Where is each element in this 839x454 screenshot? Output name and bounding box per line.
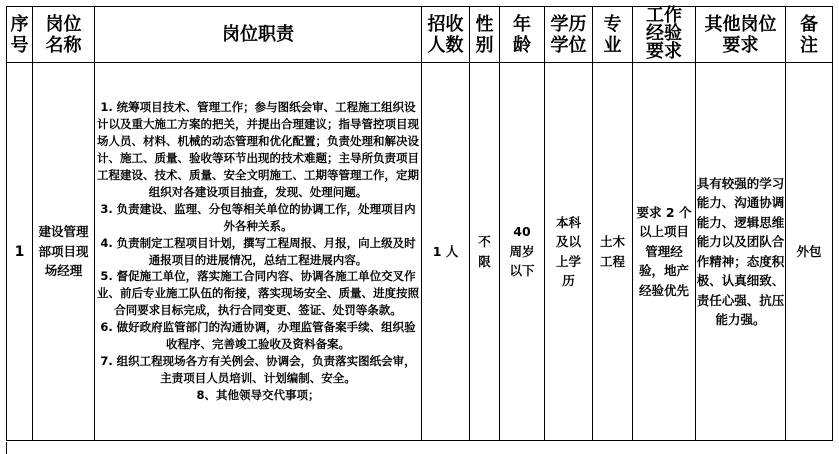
header-gender	[470, 7, 500, 63]
header-experience	[633, 7, 696, 63]
row-seq-text: 1	[14, 243, 25, 260]
row-position	[33, 63, 95, 441]
header-gender-text: 性别	[475, 13, 494, 56]
header-position-text: 岗位名称	[45, 13, 82, 56]
row-other-requirements	[696, 63, 786, 441]
row-gender	[470, 63, 500, 441]
header-remark	[786, 7, 833, 63]
job-requirements-table	[6, 6, 833, 441]
duty-item: 4. 负责制定工程项目计划，撰写工程周报、月报，向上级及时通报项目的进展情况，总结工程进展内容。	[100, 235, 416, 267]
duty-item: 5. 督促施工单位，落实施工合同内容、协调各施工单位交叉作业、前后专业施工队伍的衔接，落实现场安全、质量、进度按照合同要求目标完成，执行合同变更、签证、处罚等条款。	[97, 269, 419, 318]
header-other	[696, 7, 786, 63]
header-age	[500, 7, 545, 63]
header-other-text: 其他岗位要求	[704, 13, 777, 56]
row-experience	[633, 63, 696, 441]
duty-item: 8、其他领导交代事项；	[196, 387, 320, 402]
duty-item: 1. 统筹项目技术、管理工作；参与图纸会审、工程施工组织设计以及重大施工方案的把关，并提出合理建议；指导管控项目现场人员、材料、机械的动态管理和优化配置；负责处理和解决设计、施工、质量、验收等环节出现的技术难题；主导所负责项目工程建设、技术、质量、安全文明施工、工期等管理工作，定期组织对各建设项目抽查，发现、处理问题。	[97, 100, 419, 199]
row-experience-text: 要求 2 个以上项目管理经验，地产经验优先	[636, 204, 692, 298]
row-major	[593, 63, 633, 441]
header-seq	[7, 7, 33, 63]
header-count	[422, 7, 470, 63]
row-education-text: 本科及以上学历	[555, 214, 581, 288]
duty-item: 7. 组织工程现场各方有关例会、协调会，负责落实图纸会审，主责项目人员培训、计划编制、安全。	[100, 353, 416, 385]
header-remark-text: 备注	[800, 13, 818, 56]
row-count	[422, 63, 470, 441]
header-education-text: 学历学位	[550, 13, 587, 56]
header-row	[7, 7, 833, 63]
row-duties	[95, 63, 422, 441]
duty-item: 3. 负责建设、监理、分包等相关单位的协调工作，处理项目内外各种关系。	[100, 201, 416, 233]
row-seq	[7, 63, 33, 441]
row-remark	[786, 63, 833, 441]
row-age-text: 40 周岁以下	[509, 224, 535, 279]
header-duties-text: 岗位职责	[222, 24, 294, 45]
row-gender-text: 不限	[478, 234, 491, 269]
row-education	[545, 63, 593, 441]
next-row-edge	[6, 442, 833, 454]
row-other-text: 具有较强的学习能力、沟通协调能力、逻辑思维能力以及团队合作精神；态度积极、认真细致、责任心强、抗压能力强。	[696, 175, 785, 327]
header-seq-text: 序号	[10, 13, 29, 56]
table-row	[7, 63, 833, 441]
header-major-text: 专业	[603, 13, 622, 56]
header-major	[593, 7, 633, 63]
header-position	[33, 7, 95, 63]
header-experience-text: 工作经验要求	[646, 5, 682, 62]
row-age	[500, 63, 545, 441]
header-count-text: 招收人数	[427, 13, 464, 56]
row-position-text: 建设管理部项目现场经理	[38, 224, 89, 279]
row-remark-text: 外包	[796, 243, 822, 259]
duty-item: 6. 做好政府监管部门的沟通协调，办理监管备案手续、组织验收程序、完善竣工验收及资料备案。	[100, 320, 416, 352]
row-major-text: 土木工程	[599, 234, 625, 269]
header-education	[545, 7, 593, 63]
row-count-text: 1 人	[432, 243, 459, 259]
header-duties	[95, 7, 422, 63]
header-age-text: 年龄	[513, 13, 531, 56]
